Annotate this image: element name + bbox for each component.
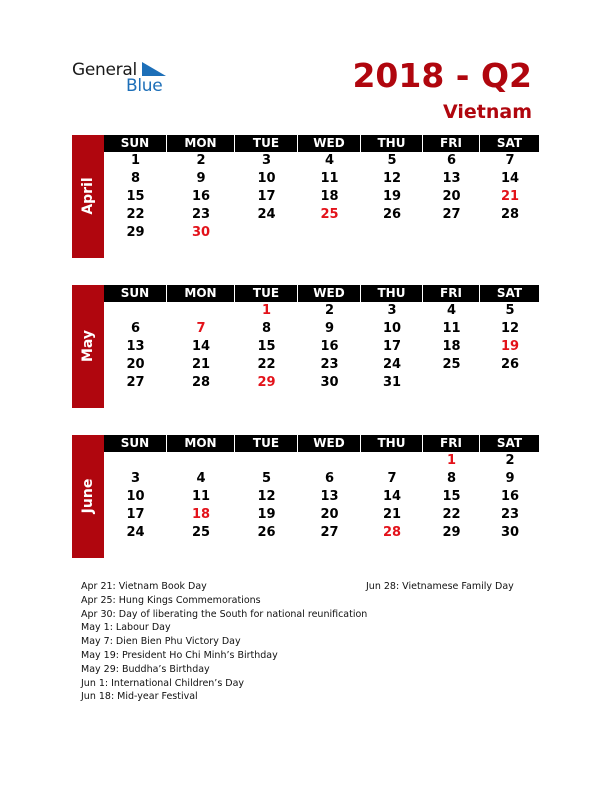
- day-cell: 6: [130, 321, 141, 336]
- day-cell: 21: [500, 189, 520, 204]
- month-label-bar: [72, 285, 104, 408]
- day-cell: 30: [191, 225, 211, 240]
- empty-day-cell: [235, 452, 298, 470]
- day-cell: 29: [257, 375, 276, 390]
- empty-day-cell: [423, 374, 480, 392]
- day-cell: 17: [257, 189, 276, 204]
- weekday-header: SAT: [480, 285, 540, 302]
- weekday-header: THU: [361, 285, 423, 302]
- day-cell: 2: [324, 303, 335, 318]
- day-cell: 23: [320, 357, 339, 372]
- day-cell: 15: [442, 489, 461, 504]
- day-cell: 22: [257, 357, 276, 372]
- day-cell: 14: [382, 489, 402, 504]
- month-block-april: [72, 135, 540, 258]
- day-cell: 10: [257, 171, 276, 186]
- empty-day-cell: [298, 224, 361, 242]
- page-title: 2018 - Q2: [352, 56, 532, 95]
- day-cell: 9: [324, 321, 335, 336]
- day-cell: 11: [191, 489, 211, 504]
- weekday-header: MON: [167, 435, 235, 452]
- day-cell: 12: [257, 489, 276, 504]
- logo-text-general: General: [72, 60, 137, 80]
- weekday-header: WED: [298, 435, 361, 452]
- day-cell: 24: [126, 525, 145, 540]
- weekday-header: SAT: [480, 435, 540, 452]
- day-cell: 4: [196, 471, 206, 486]
- day-cell: 18: [442, 339, 461, 354]
- empty-day-cell: [361, 224, 423, 242]
- weekday-header: THU: [361, 135, 423, 152]
- weekday-header: WED: [298, 285, 361, 302]
- empty-day-cell: [104, 452, 167, 470]
- day-cell: 5: [505, 303, 515, 318]
- empty-day-cell: [167, 302, 235, 320]
- weekday-header: MON: [167, 285, 235, 302]
- day-cell: 26: [500, 357, 520, 372]
- weekday-header: SUN: [104, 435, 167, 452]
- holiday-note: Apr 25: Hung Kings Commemorations: [81, 594, 261, 606]
- day-cell: 21: [382, 507, 402, 522]
- day-cell: 11: [442, 321, 461, 336]
- holiday-note: Jun 1: International Children’s Day: [81, 677, 245, 689]
- day-cell: 27: [126, 375, 145, 390]
- day-cell: 22: [126, 207, 145, 222]
- weekday-header: SUN: [104, 135, 167, 152]
- holiday-note: May 29: Buddha’s Birthday: [81, 663, 210, 675]
- holiday-note: May 1: Labour Day: [81, 622, 171, 634]
- month-label-bar: [72, 435, 104, 558]
- day-cell: 21: [191, 357, 211, 372]
- logo: [72, 60, 172, 96]
- day-cell: 9: [505, 471, 515, 486]
- day-cell: 6: [324, 471, 335, 486]
- month-label-bar: [72, 135, 104, 258]
- day-cell: 5: [387, 153, 397, 168]
- day-cell: 13: [442, 171, 461, 186]
- day-cell: 3: [261, 153, 272, 168]
- empty-day-cell: [361, 452, 423, 470]
- day-cell: 11: [320, 171, 339, 186]
- month-grid: [104, 285, 540, 392]
- day-cell: 26: [257, 525, 276, 540]
- day-cell: 22: [442, 507, 461, 522]
- day-cell: 10: [382, 321, 402, 336]
- day-cell: 2: [505, 453, 515, 468]
- day-cell: 20: [126, 357, 145, 372]
- day-cell: 13: [126, 339, 145, 354]
- holiday-note: May 7: Dien Bien Phu Victory Day: [81, 636, 241, 648]
- day-cell: 17: [126, 507, 145, 522]
- day-cell: 6: [446, 153, 457, 168]
- day-cell: 29: [126, 225, 145, 240]
- day-cell: 30: [320, 375, 339, 390]
- weekday-header: TUE: [235, 435, 298, 452]
- day-cell: 20: [442, 189, 461, 204]
- day-cell: 28: [382, 525, 402, 540]
- day-cell: 29: [442, 525, 461, 540]
- weekday-header: THU: [361, 435, 423, 452]
- empty-day-cell: [104, 302, 167, 320]
- day-cell: 27: [442, 207, 461, 222]
- day-cell: 18: [191, 507, 211, 522]
- logo-mark-icon: [142, 62, 166, 78]
- day-cell: 7: [387, 471, 397, 486]
- empty-day-cell: [298, 452, 361, 470]
- day-cell: 8: [446, 471, 457, 486]
- day-cell: 14: [500, 171, 520, 186]
- day-cell: 2: [196, 153, 206, 168]
- weekday-header: SUN: [104, 285, 167, 302]
- day-cell: 19: [500, 339, 520, 354]
- holiday-note: Jun 28: Vietnamese Family Day: [366, 581, 514, 592]
- day-cell: 23: [191, 207, 211, 222]
- weekday-header: MON: [167, 135, 235, 152]
- day-cell: 3: [387, 303, 397, 318]
- day-cell: 20: [320, 507, 339, 522]
- day-cell: 8: [261, 321, 272, 336]
- day-cell: 28: [500, 207, 520, 222]
- month-name: June: [80, 478, 96, 514]
- country-name: Vietnam: [443, 101, 532, 123]
- day-cell: 4: [324, 153, 335, 168]
- day-cell: 7: [505, 153, 515, 168]
- logo-text-blue: Blue: [126, 76, 163, 96]
- month-block-june: [72, 435, 540, 558]
- day-cell: 10: [126, 489, 145, 504]
- holiday-note: Apr 30: Day of liberating the South for national reunification: [81, 608, 368, 620]
- day-cell: 3: [130, 471, 141, 486]
- weekday-header: TUE: [235, 285, 298, 302]
- holiday-note: Jun 18: Mid-year Festival: [81, 691, 198, 703]
- empty-day-cell: [167, 452, 235, 470]
- day-cell: 4: [446, 303, 457, 318]
- holiday-note: Apr 21: Vietnam Book Day: [81, 581, 207, 592]
- holiday-note: May 19: President Ho Chi Minh’s Birthday: [81, 649, 278, 661]
- month-block-may: [72, 285, 540, 408]
- day-cell: 9: [196, 171, 206, 186]
- day-cell: 27: [320, 525, 339, 540]
- day-cell: 30: [500, 525, 520, 540]
- day-cell: 1: [261, 303, 272, 318]
- month-grid: [104, 435, 540, 542]
- day-cell: 25: [442, 357, 461, 372]
- weekday-header: FRI: [423, 135, 480, 152]
- day-cell: 24: [382, 357, 402, 372]
- day-cell: 12: [500, 321, 520, 336]
- day-cell: 23: [500, 507, 520, 522]
- day-cell: 28: [191, 375, 211, 390]
- day-cell: 16: [320, 339, 339, 354]
- day-cell: 13: [320, 489, 339, 504]
- day-cell: 5: [261, 471, 272, 486]
- empty-day-cell: [423, 224, 480, 242]
- holiday-notes-left: [81, 580, 367, 704]
- day-cell: 1: [446, 453, 457, 468]
- day-cell: 19: [257, 507, 276, 522]
- weekday-header: FRI: [423, 285, 480, 302]
- day-cell: 17: [382, 339, 402, 354]
- weekday-header: TUE: [235, 135, 298, 152]
- day-cell: 16: [500, 489, 520, 504]
- day-cell: 25: [191, 525, 211, 540]
- day-cell: 19: [382, 189, 402, 204]
- day-cell: 26: [382, 207, 402, 222]
- weekday-header: SAT: [480, 135, 540, 152]
- day-cell: 14: [191, 339, 211, 354]
- weekday-header: WED: [298, 135, 361, 152]
- day-cell: 31: [382, 375, 402, 390]
- month-name: April: [80, 177, 96, 215]
- month-name: May: [80, 329, 96, 363]
- day-cell: 1: [130, 153, 141, 168]
- day-cell: 18: [320, 189, 339, 204]
- day-cell: 16: [191, 189, 211, 204]
- day-cell: 24: [257, 207, 276, 222]
- month-grid: [104, 135, 540, 242]
- empty-day-cell: [480, 374, 540, 392]
- empty-day-cell: [480, 224, 540, 242]
- holiday-notes-right: [366, 580, 514, 594]
- day-cell: 25: [320, 207, 339, 222]
- day-cell: 7: [196, 321, 206, 336]
- day-cell: 12: [382, 171, 402, 186]
- day-cell: 15: [257, 339, 276, 354]
- weekday-header: FRI: [423, 435, 480, 452]
- day-cell: 15: [126, 189, 145, 204]
- day-cell: 8: [130, 171, 141, 186]
- empty-day-cell: [235, 224, 298, 242]
